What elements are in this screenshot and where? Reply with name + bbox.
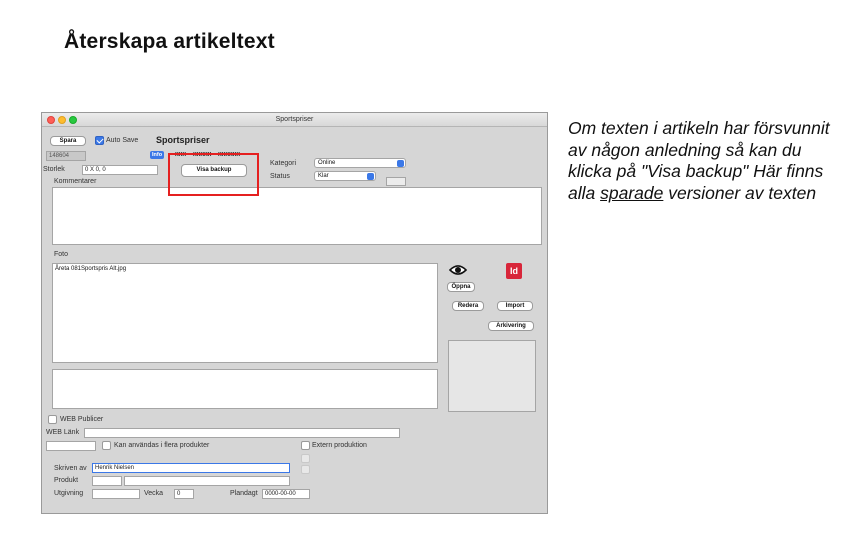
import-button[interactable]: Import [497,301,533,311]
app-window [41,112,548,514]
indesign-icon[interactable]: Id [506,263,522,279]
written-by-field[interactable]: Henrik Nielsen [92,463,290,473]
tab-2[interactable]: XXX [175,152,187,158]
comments-textarea[interactable] [52,187,542,245]
tab-info[interactable]: Info [152,152,163,158]
tab-4[interactable]: XXXXXX [218,152,241,158]
issue-field[interactable] [92,489,140,499]
status-select[interactable] [314,171,376,181]
chevron-down-icon [367,173,374,180]
product-label: Produkt [54,477,79,484]
article-heading: Sportspriser [156,135,210,145]
product-field[interactable] [92,476,122,486]
note-text-underlined: sparade [600,182,664,203]
web-link-field[interactable] [84,428,400,438]
week-label: Vecka [144,490,164,497]
issue-label: Utgivning [54,490,84,497]
show-backup-button[interactable]: Visa backup [181,164,247,177]
save-button[interactable]: Spara [50,136,86,146]
status-label: Status [270,173,290,180]
photo-list[interactable] [52,263,438,363]
product-code-field[interactable] [46,441,96,451]
size-field[interactable]: 0 X 0, 0 [82,165,158,175]
note-text-after: versioner av texten [663,182,817,203]
deadline-label: Plandagt [230,490,258,497]
photo-label: Foto [54,251,69,258]
option-checkbox-2[interactable] [301,454,310,463]
chevron-down-icon [397,160,404,167]
web-link-label: WEB Länk [46,429,80,436]
category-value: Online [318,160,336,166]
caption-textarea[interactable] [52,369,438,409]
comments-label: Kommentarer [54,178,97,185]
edit-button[interactable]: Redera [452,301,484,311]
eye-icon[interactable] [449,264,467,276]
photo-file-item[interactable]: Åreta 081Sportspris Alt.jpg [55,266,127,272]
autosave-label: Auto Save [106,137,139,144]
photo-preview [448,340,536,412]
multi-product-checkbox[interactable] [102,441,111,450]
tab-3[interactable]: XXXXX [193,152,212,158]
backup-highlight-box [168,153,259,196]
archive-button[interactable]: Arkivering [488,321,534,331]
note-text-before: Om texten i artikeln har försvunnit av någon anledning så kan du klicka på "Visa backup" Här finns alla [568,118,830,203]
status-value: Klar [318,173,329,179]
category-label: Kategori [270,160,297,167]
external-production-checkbox[interactable] [301,441,310,450]
deadline-field[interactable]: 0000-00-00 [262,489,310,499]
product-name-field[interactable] [124,476,290,486]
article-id-field: 148604 [46,151,86,161]
category-select[interactable] [314,158,406,168]
status-color-swatch [386,177,406,186]
size-label: Storlek [43,166,65,173]
week-field[interactable]: 0 [174,489,194,499]
autosave-checkbox[interactable] [95,136,104,145]
web-publish-checkbox[interactable] [48,415,57,424]
option-checkbox-3[interactable] [301,465,310,474]
written-by-label: Skriven av [54,465,87,472]
window-titlebar [42,113,547,127]
web-publish-label: WEB Publicer [60,416,104,423]
window-title: Sportspriser [275,116,314,123]
instruction-note [568,118,830,204]
open-button[interactable]: Öppna [447,282,475,292]
multi-product-label: Kan användas i flera produkter [114,442,210,449]
external-production-label: Extern produktion [312,442,367,449]
slide-title: Återskapa artikeltext [64,30,275,53]
